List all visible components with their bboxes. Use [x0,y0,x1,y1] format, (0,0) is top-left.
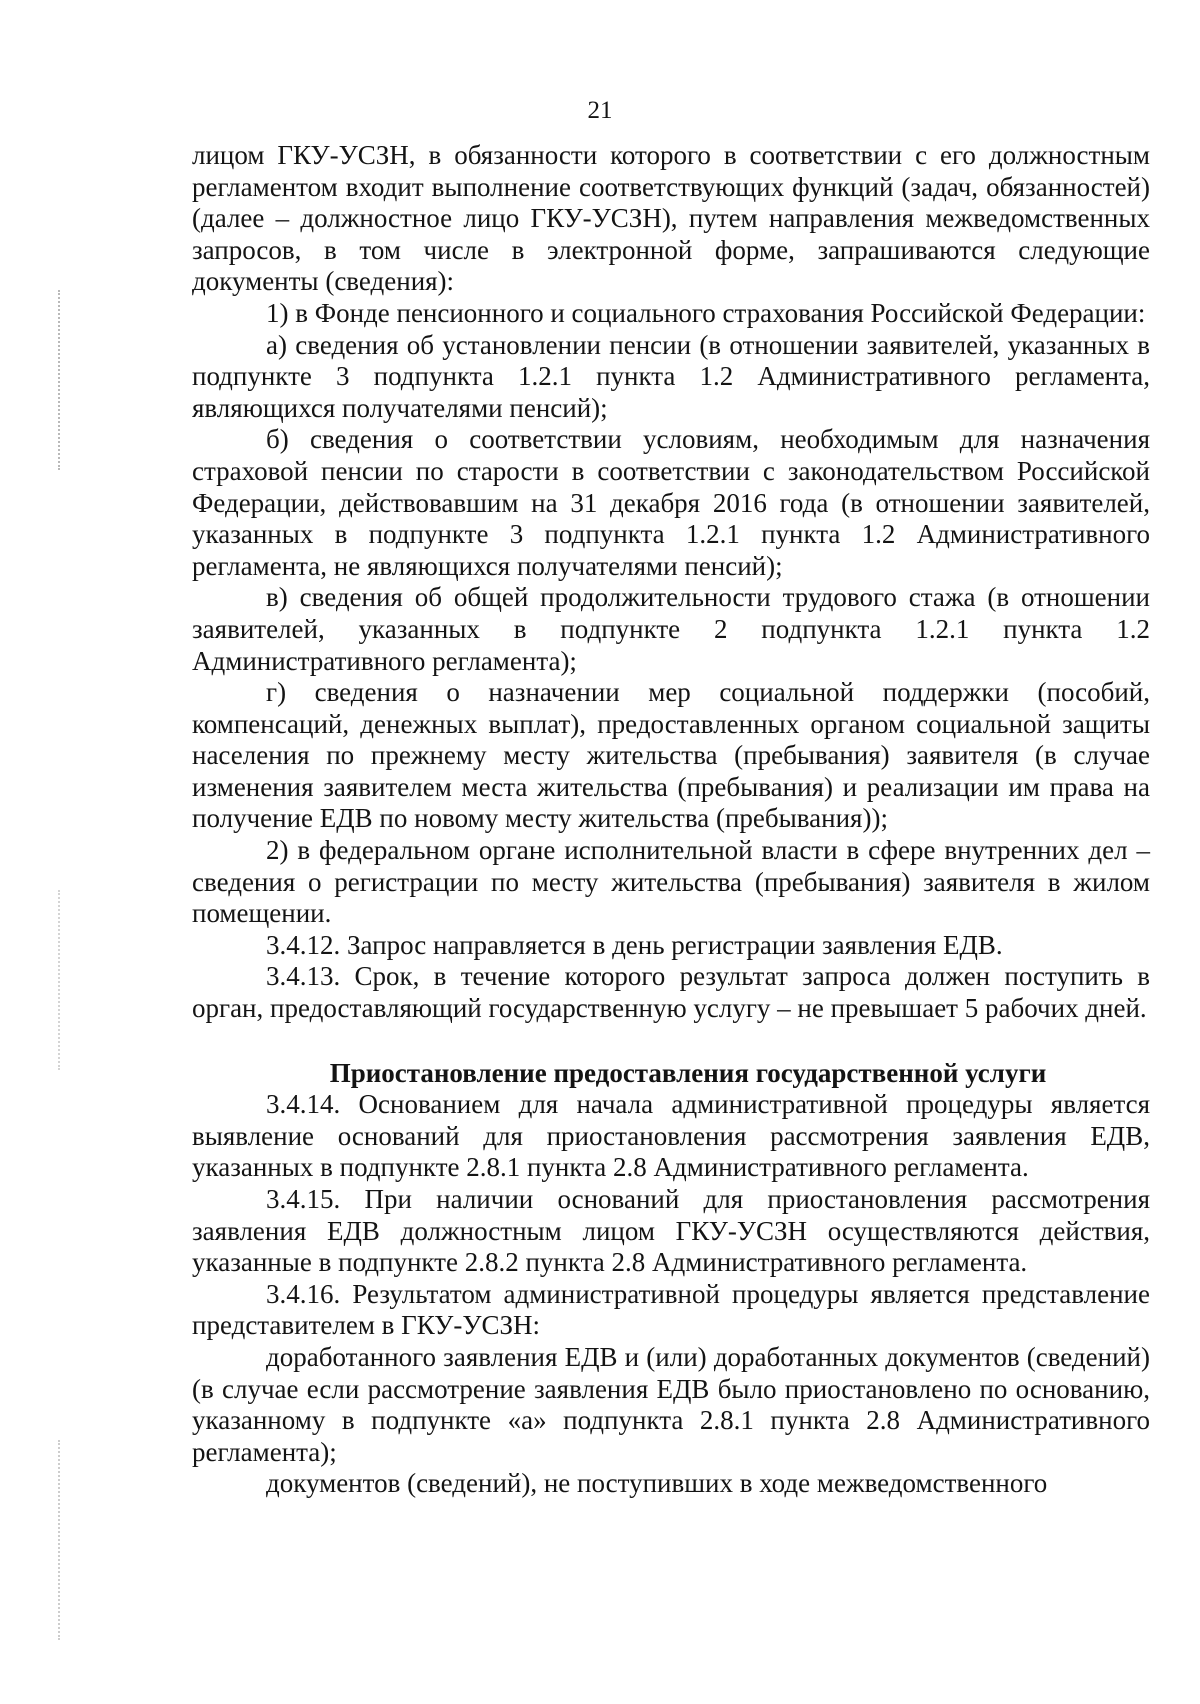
paragraph: г) сведения о назначении мер социальной поддержки (пособий, компенсаций, денежных выплат), предоставленных органом социальной защиты населения по прежнему месту жительства (пребывания) заявителя (в случае изменения заявителем места жительства (пребывания) и реализации им права на получение ЕДВ по новому месту жительства (пребывания)); [192,677,1150,834]
paragraph: 3.4.12. Запрос направляется в день регистрации заявления ЕДВ. [266,929,1003,960]
paragraph: доработанного заявления ЕДВ и (или) доработанных документов (сведений) (в случае если рассмотрение заявления ЕДВ было приостановлено по основанию, указанному в подпункте «а» подпункта 2.8.1 пункта 2.8 Административного регламента); [192,1341,1150,1467]
paragraph: в) сведения об общей продолжительности трудового стажа (в отношении заявителей, указанных в подпункте 2 подпункта 1.2.1 пункта 1.2 Административного регламента); [192,582,1150,676]
paragraph: 3.4.14. Основанием для начала административной процедуры является выявление оснований для приостановления рассмотрения заявления ЕДВ, указанных в подпункте 2.8.1 пункта 2.8 Административного регламента. [192,1089,1150,1183]
paragraph: 2) в федеральном органе исполнительной власти в сфере внутренних дел – сведения о регистрации по месту жительства (пребывания) заявителя в жилом помещении. [192,835,1150,929]
paragraph: лицом ГКУ-УСЗН, в обязанности которого в соответствии с его должностным регламентом входит выполнение соответствующих функций (задач, обязанностей) (далее – должностное лицо ГКУ-УСЗН), путем направления межведомственных запросов, в том числе в электронной форме, запрашиваются следующие документы (сведения): [192,140,1150,297]
paragraph: 1) в Фонде пенсионного и социального страхования Российской Федерации: [266,297,1146,328]
scan-speckle [58,1440,74,1640]
paragraph: 3.4.15. При наличии оснований для приостановления рассмотрения заявления ЕДВ должностным лицом ГКУ-УСЗН осуществляются действия, указанные в подпункте 2.8.2 пункта 2.8 Административного регламента. [192,1184,1150,1278]
page-number: 21 [587,97,613,124]
paragraph: б) сведения о соответствии условиям, необходимым для назначения страховой пенсии по старости в соответствии с законодательством Российской Федерации, действовавшим на 31 декабря 2016 года (в отношении заявителей, указанных в подпункте 3 подпункта 1.2.1 пункта 1.2 Административного регламента, не являющихся получателями пенсий); [192,424,1150,581]
section-heading: Приостановление предоставления государственной услуги [329,1057,1047,1088]
paragraph: а) сведения об установлении пенсии (в отношении заявителей, указанных в подпункте 3 подпункта 1.2.1 пункта 1.2 Административного регламента, являющихся получателями пенсий); [192,329,1150,423]
paragraph: документов (сведений), не поступивших в ходе межведомственного [266,1468,1048,1499]
paragraph: 3.4.13. Срок, в течение которого результат запроса должен поступить в орган, предоставляющий государственную услугу – не превышает 5 рабочих дней. [192,961,1150,1024]
scan-speckle [58,890,74,1070]
scan-speckle [58,290,74,470]
document-body [192,140,1150,1500]
paragraph: 3.4.16. Результатом административной процедуры является представление представителем в ГКУ-УСЗН: [192,1278,1150,1341]
